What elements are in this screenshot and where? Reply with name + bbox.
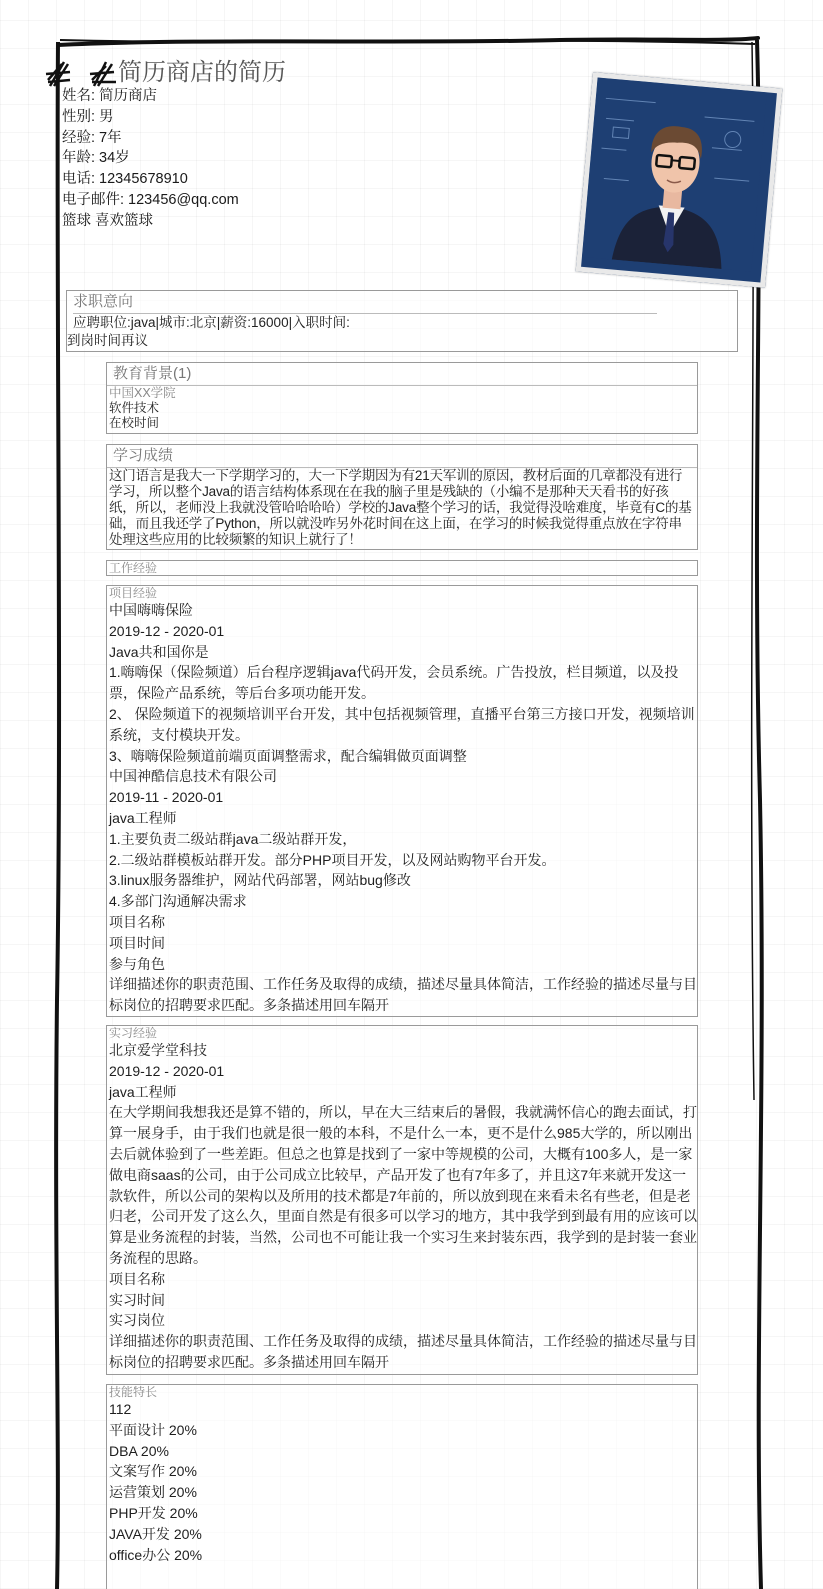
work-box <box>106 560 698 576</box>
education-time: 在校时间 <box>109 416 160 430</box>
internship-line: 北京爱学堂科技 <box>109 1042 207 1058</box>
skill-item: 运营策划 20% <box>109 1484 197 1501</box>
education-heading: 教育背景(1) <box>113 365 192 382</box>
internship-line: 实习时间 <box>109 1291 165 1308</box>
projects-line: 参与角色 <box>109 955 165 972</box>
avatar-man-glasses-icon <box>582 78 767 272</box>
internship-line: 在大学期间我想我还是算不错的，所以，早在大三结束后的暑假，我就满怀信心的跑去面试，打算一展身手，由于我们也就是很一般的本科，不是什么一本，更不是什么985大学的，所以刚出去后就体验到了一些差距。但总之也算是找到了一家中等规模的公司，大概有100多人，是一家做电商saas的公司，由于公司成立比较早，产品开发了也有7年多了，并且这7年来就开发这一款软件，所以公司的架构以及所用的技术都是7年前的，所以放到现在来看未名有些老，但是老归老，公司开发了这么久，里面自然是有很多可以学习的地方，其中我学到到最有用的应该可以算是业务流程的封装，当然，公司也不可能让我一个实习生来封装东西，我学到的是封装一套业务流程的思路。 <box>109 1104 697 1266</box>
projects-line: 项目名称 <box>109 913 165 930</box>
skills-list <box>107 1399 697 1565</box>
projects-line: 2019-11 - 2020-01 <box>109 789 224 806</box>
internship-line: 2019-12 - 2020-01 <box>109 1062 225 1079</box>
internship-line: java工程师 <box>109 1083 177 1100</box>
skill-item: office办公 20% <box>109 1546 203 1563</box>
projects-list <box>107 600 697 1016</box>
projects-line: 项目时间 <box>109 934 165 951</box>
skills-heading: 技能特长 <box>109 1385 158 1399</box>
page-title: 简历商店的简历 <box>118 59 286 86</box>
study-text: 这门语言是我大一下学期学习的，大一下学期因为有21天军训的原因，教材后面的几章都没有进行学习，所以整个Java的语言结构体系现在在我的脑子里是残缺的（小编不是那种天天看书的好孩纸，所以，老师没上我就没管哈哈哈哈）学校的Java整个学习的话，我觉得没啥难度，毕竟有C的基础，而且我还学了Python，所以就没咋另外花时间在这上面，在学习的时候我觉得重点放在字符串处理这些应用的比较频繁的知识上就行了！ <box>109 468 692 547</box>
work-heading: 工作经验 <box>109 561 158 575</box>
education-school: 中国XX学院 <box>109 386 176 400</box>
profile-info <box>62 86 239 232</box>
projects-line: 2019-12 - 2020-01 <box>109 622 225 639</box>
skill-item: PHP开发 20% <box>109 1504 198 1521</box>
hobby-field: 篮球 喜欢篮球 <box>62 212 154 229</box>
internship-line: 实习岗位 <box>109 1312 165 1329</box>
projects-line: 详细描述你的职责范围、工作任务及取得的成绩，描述尽量具体简洁，工作经验的描述尽量与目标岗位的招聘要求匹配。多条描述用回车隔开 <box>109 976 697 1014</box>
age-field: 年龄: 34岁 <box>62 150 130 167</box>
projects-line: 中国神酷信息技术有限公司 <box>109 768 277 785</box>
education-major: 软件技术 <box>109 401 160 415</box>
projects-box <box>106 585 698 1017</box>
projects-line: 2、 保险频道下的视频培训平台开发，其中包括视频管理，直播平台第三方接口开发，视频培训系统，支付模块开发。 <box>109 705 695 743</box>
job-intention-box <box>66 290 738 352</box>
internship-box <box>106 1025 698 1375</box>
skill-item: JAVA开发 20% <box>109 1525 202 1542</box>
job-intention-line1: 应聘职位:java|城市:北京|薪资:16000|入职时间: <box>73 315 350 330</box>
job-intention-line2: 到岗时间再议 <box>67 333 148 348</box>
projects-line: 3、嗨嗨保险频道前端页面调整需求，配合编辑做页面调整 <box>109 747 467 764</box>
projects-line: 中国嗨嗨保险 <box>109 602 193 618</box>
projects-line: 1.嗨嗨保（保险频道）后台程序逻辑java代码开发，会员系统。广告投放，栏目频道，以及投票，保险产品系统，等后台多项功能开发。 <box>109 664 679 702</box>
email-field: 电子邮件: 123456@qq.com <box>62 191 239 208</box>
gender-field: 性别: 男 <box>62 108 114 125</box>
skill-item: 112 <box>109 1401 132 1417</box>
phone-field: 电话: 12345678910 <box>62 171 188 188</box>
projects-line: 4.多部门沟通解决需求 <box>109 893 247 910</box>
study-box <box>106 444 698 550</box>
experience-field: 经验: 7年 <box>62 129 122 146</box>
job-intention-heading: 求职意向 <box>73 293 134 310</box>
skill-item: DBA 20% <box>109 1442 169 1459</box>
profile-photo <box>576 72 783 288</box>
projects-line: 3.linux服务器维护，网站代码部署，网站bug修改 <box>109 872 411 889</box>
skills-box <box>106 1384 698 1589</box>
study-heading: 学习成绩 <box>113 447 174 464</box>
name-field: 姓名: 简历商店 <box>62 88 158 104</box>
projects-line: java工程师 <box>109 809 177 826</box>
internship-line: 项目名称 <box>109 1270 165 1287</box>
skill-item: 文案写作 20% <box>109 1463 197 1480</box>
internship-line: 详细描述你的职责范围、工作任务及取得的成绩，描述尽量具体简洁，工作经验的描述尽量与目标岗位的招聘要求匹配。多条描述用回车隔开 <box>109 1333 697 1370</box>
internship-list <box>107 1040 697 1373</box>
projects-heading: 项目经验 <box>109 586 158 600</box>
internship-heading: 实习经验 <box>109 1026 158 1040</box>
education-box <box>106 362 698 434</box>
projects-line: Java共和国你是 <box>109 643 209 660</box>
skill-item: 平面设计 20% <box>109 1421 197 1438</box>
projects-line: 1.主要负责二级站群java二级站群开发， <box>109 830 357 847</box>
projects-line: 2.二级站群模板站群开发。部分PHP项目开发，以及网站购物平台开发。 <box>109 851 556 868</box>
